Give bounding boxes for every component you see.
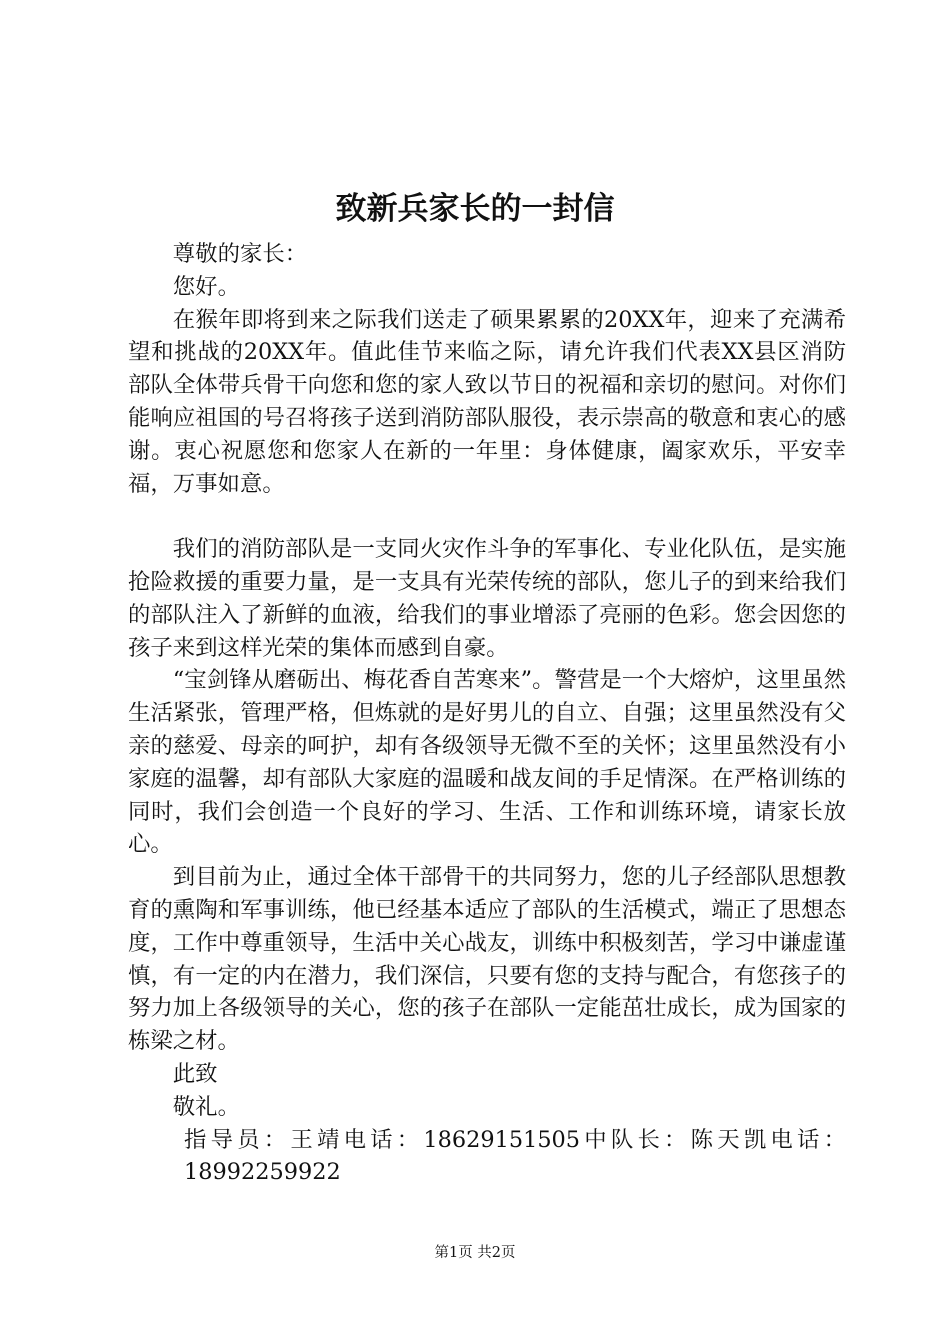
salutation: 尊敬的家长：	[172, 241, 308, 267]
greeting: 您好。	[172, 273, 240, 300]
paragraph-barracks: “宝剑锋从磨砺出、梅花香自苦寒来”。警营是一个大熔炉，这里虽然生活紧张，管理严格，但炼就的是好男儿的自立、自强；这里虽然没有父亲的慈爱、母亲的呵护，却有各级领导无微不至的关怀；这里虽然没有小家庭的温馨，却有部队大家庭的温暖和战友间的手足情深。在严格训练的同时，我们会创造一个良好的学习、生活、工作和训练环境，请家长放心。	[128, 667, 846, 858]
paragraph-new-year: 在猴年即将到来之际我们送走了硕果累累的20XX年，迎来了充满希望和挑战的20XX年。值此佳节来临之际，请允许我们代表XX县区消防部队全体带兵骨干向您和您的家人致以节日的祝福和亲切的慰问。对你们能响应祖国的号召将孩子送到消防部队服役，表示崇高的敬意和衷心的感谢。衷心祝愿您和您家人在新的一年里：身体健康，阖家欢乐，平安幸福，万事如意。	[128, 306, 846, 497]
paragraph-fire-brigade: 我们的消防部队是一支同火灾作斗争的军事化、专业化队伍，是实施抢险救援的重要力量，是一支具有光荣传统的部队，您儿子的到来给我们的部队注入了新鲜的血液，给我们的事业增添了亮丽的色彩。您会因您的孩子来到这样光荣的集体而感到自豪。	[128, 536, 846, 661]
closing-line-1: 此致	[172, 1060, 218, 1087]
contact-info: 指导员：王靖电话：18629151505中队长：陈天凯电话：18992259922	[184, 1126, 846, 1186]
document-title: 致新兵家长的一封信	[335, 191, 615, 227]
closing-line-2: 敬礼。	[172, 1093, 240, 1120]
paragraph-progress: 到目前为止，通过全体干部骨干的共同努力，您的儿子经部队思想教育的熏陶和军事训练，他已经基本适应了部队的生活模式，端正了思想态度，工作中尊重领导，生活中关心战友，训练中积极刻苦，学习中谦虚谨慎，有一定的内在潜力，我们深信，只要有您的支持与配合，有您孩子的努力加上各级领导的关心，您的孩子在部队一定能茁壮成长，成为国家的栋梁之材。	[128, 864, 846, 1055]
page-number: 第1页 共2页	[434, 1245, 516, 1261]
letter-body	[128, 238, 846, 1189]
